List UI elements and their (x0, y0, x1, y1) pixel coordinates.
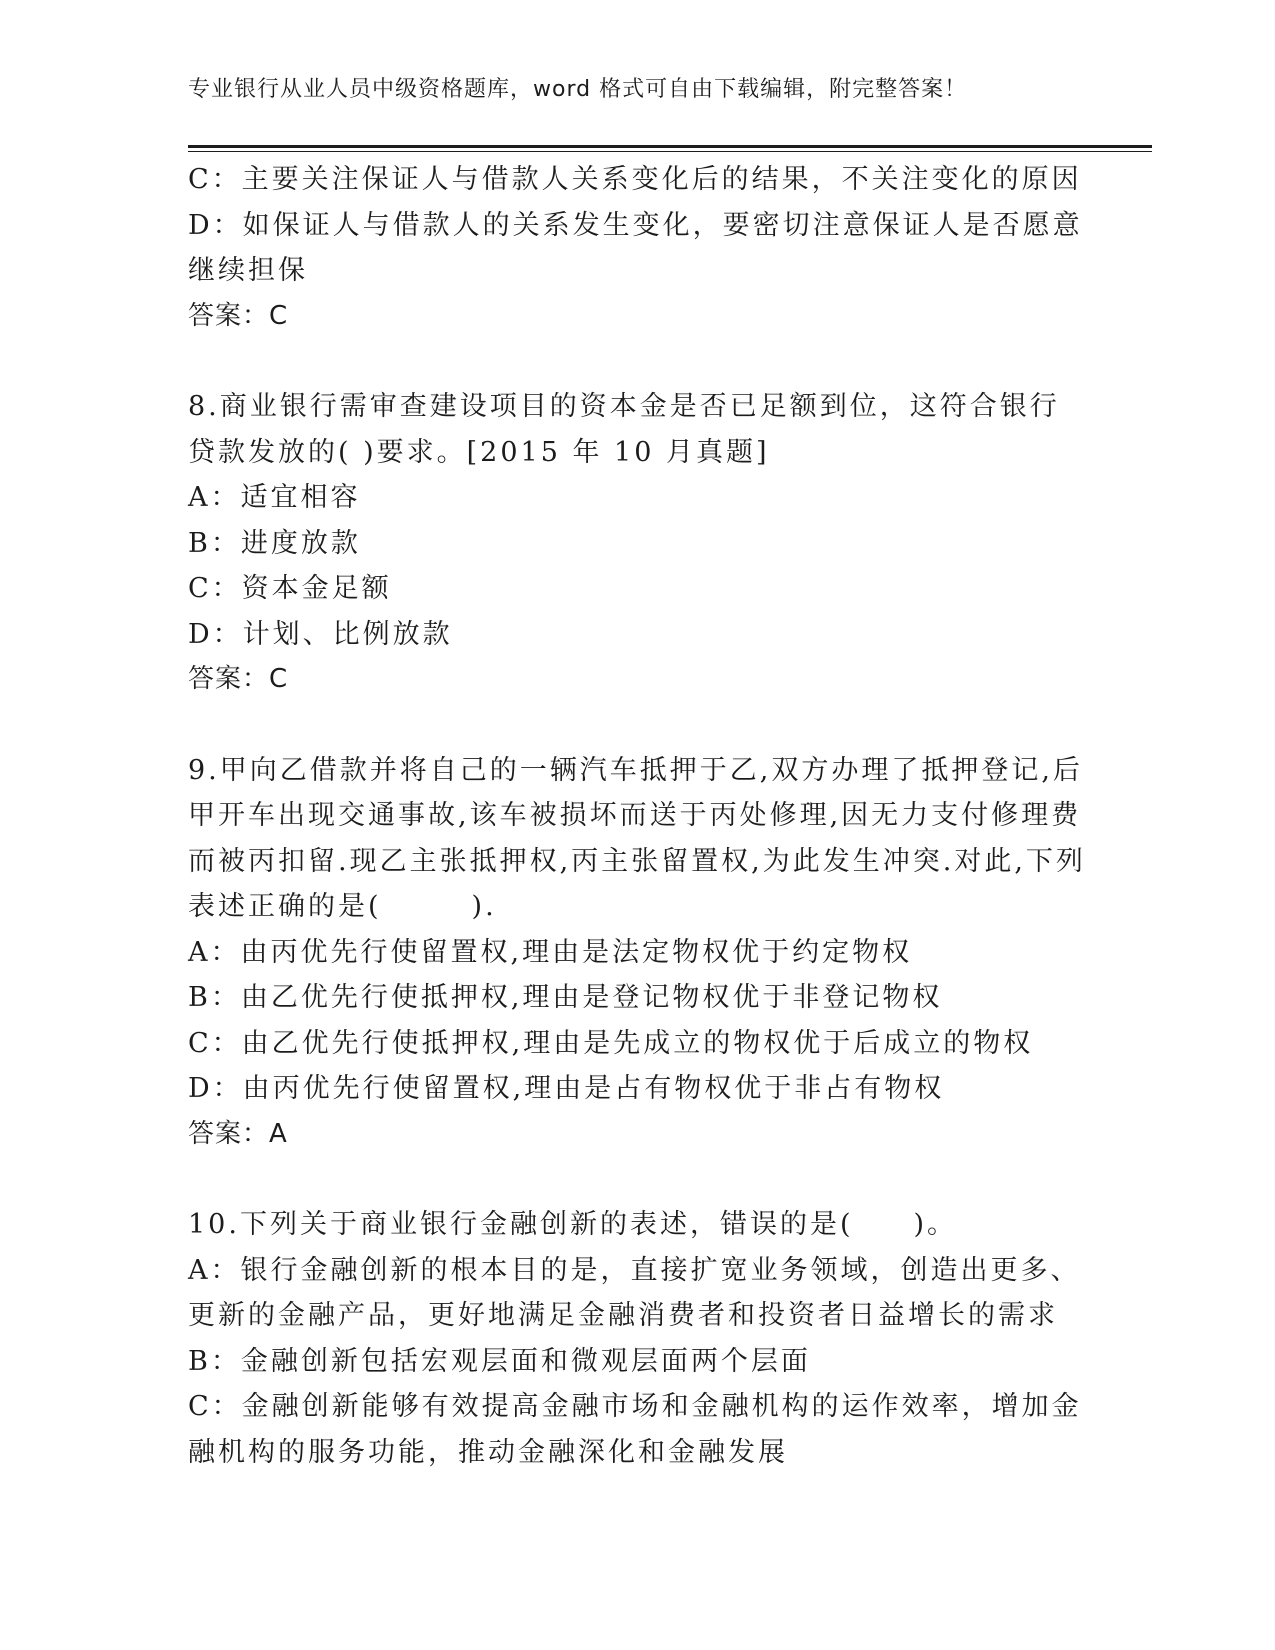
option-a: A：银行金融创新的根本目的是，直接扩宽业务领域，创造出更多、更新的金融产品，更好地满足金融消费者和投资者日益增长的需求 (188, 1254, 1081, 1331)
question-stem: 10.下列关于商业银行金融创新的表述，错误的是( )。 (188, 1209, 958, 1240)
option-c: C：资本金足额 (188, 573, 392, 604)
option-a: A：由丙优先行使留置权,理由是法定物权优于约定物权 (188, 936, 913, 968)
option-b: B：进度放款 (188, 527, 361, 559)
question-8 (188, 384, 1088, 703)
option-c: C：由乙优先行使抵押权,理由是先成立的物权优于后成立的物权 (188, 1027, 1034, 1059)
option-c: C：金融创新能够有效提高金融市场和金融机构的运作效率，增加金融机构的服务功能，推动金融深化和金融发展 (188, 1391, 1082, 1468)
question-content (188, 157, 1088, 1475)
option-d: D：计划、比例放款 (188, 618, 453, 650)
question-10 (188, 1202, 1088, 1475)
option-b: B：金融创新包括宏观层面和微观层面两个层面 (188, 1345, 811, 1377)
question-stem: 8.商业银行需审查建设项目的资本金是否已足额到位，这符合银行贷款发放的( )要求。[2015 年 10 月真题] (188, 391, 1060, 468)
option-d: D：如保证人与借款人的关系发生变化，要密切注意保证人是否愿意继续担保 (188, 209, 1083, 286)
header-rule-thin (188, 151, 1152, 152)
header-rule-thick (188, 145, 1152, 148)
option-b: B：由乙优先行使抵押权,理由是登记物权优于非登记物权 (188, 982, 943, 1013)
question-stem: 9.甲向乙借款并将自己的一辆汽车抵押于乙,双方办理了抵押登记,后甲开车出现交通事故,该车被损坏而送于丙处修理,因无力支付修理费而被丙扣留.现乙主张抵押权,丙主张留置权,为此发生冲突.对此,下列表述正确的是( ). (188, 754, 1086, 922)
question-9 (188, 748, 1088, 1158)
option-d: D：由丙优先行使留置权,理由是占有物权优于非占有物权 (188, 1073, 945, 1104)
option-a: A：适宜相容 (188, 482, 361, 513)
page-header: 专业银行从业人员中级资格题库，word 格式可自由下载编辑，附完整答案！ (188, 77, 968, 102)
answer: 答案：C (188, 300, 289, 331)
option-c: C：主要关注保证人与借款人关系变化后的结果，不关注变化的原因 (188, 164, 1082, 195)
answer: 答案：A (188, 1118, 288, 1149)
question-7-continuation (188, 157, 1088, 339)
answer: 答案：C (188, 664, 289, 694)
